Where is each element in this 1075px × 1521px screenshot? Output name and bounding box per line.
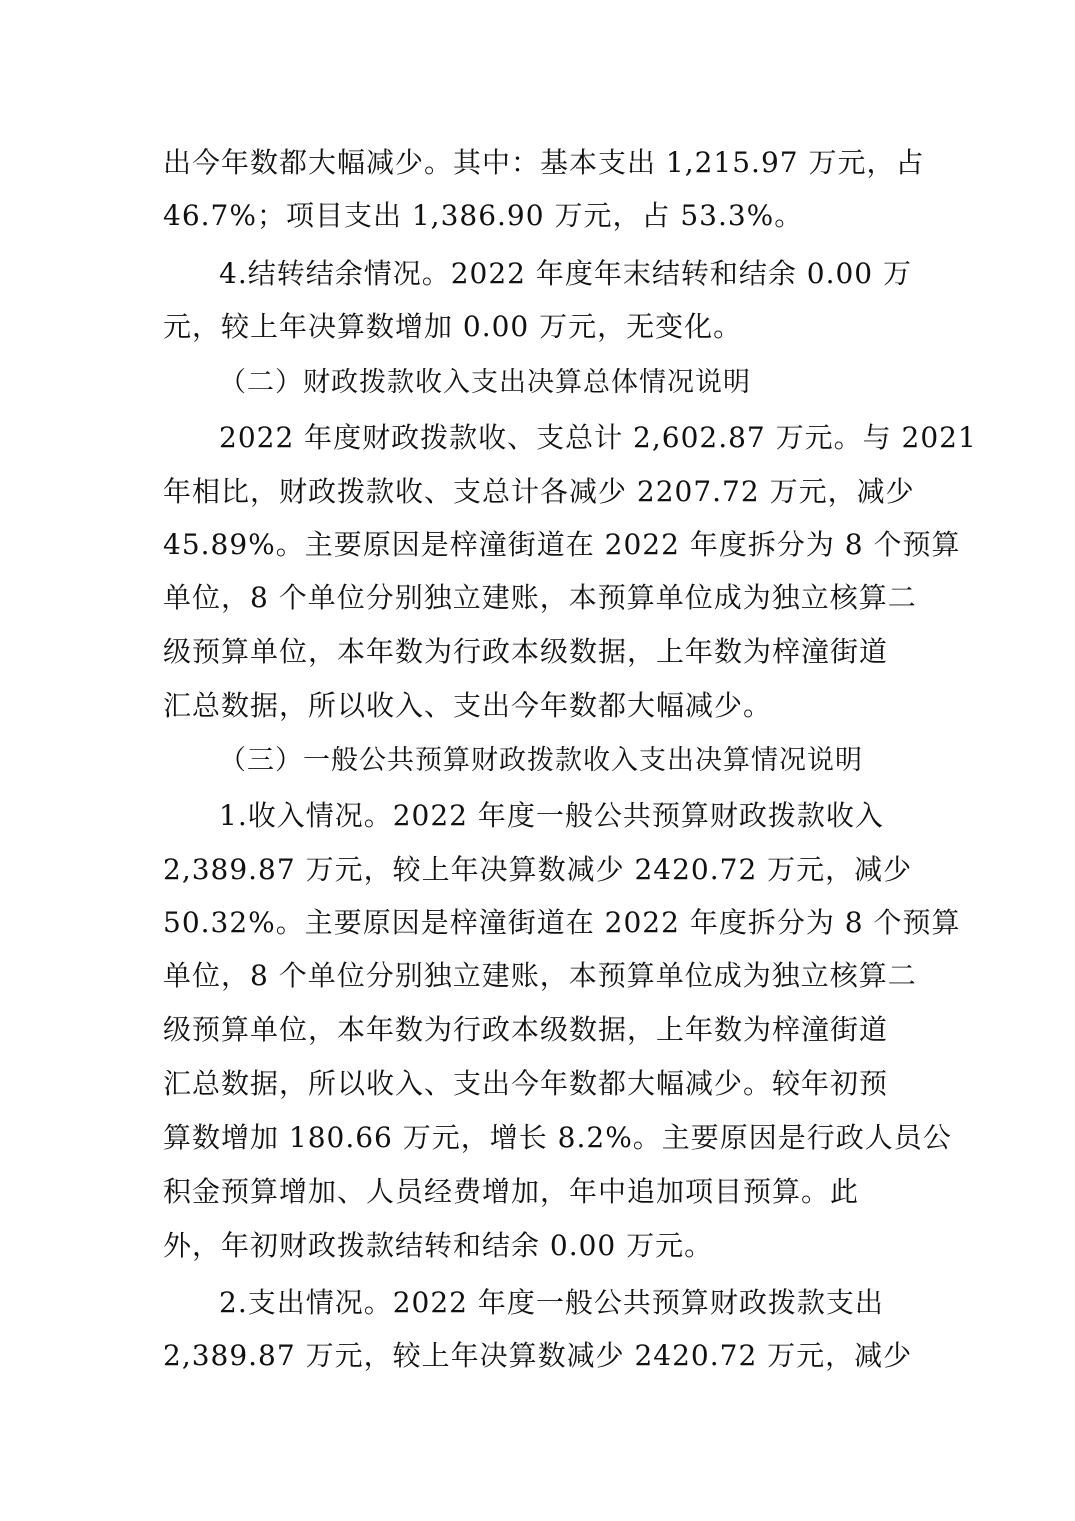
text-line: 45.89%。主要原因是梓潼街道在 2022 年度拆分为 8 个预算 — [163, 528, 961, 561]
section-heading: （二）财政拨款收入支出决算总体情况说明 — [219, 367, 751, 398]
text-line: 元，较上年决算数增加 0.00 万元，无变化。 — [163, 310, 743, 343]
text-line: 2,389.87 万元，较上年决算数减少 2420.72 万元，减少 — [163, 853, 913, 886]
text-line: 积金预算增加、人员经费增加，年中追加项目预算。此 — [163, 1175, 860, 1208]
section-heading: （三）一般公共预算财政拨款收入支出决算情况说明 — [219, 745, 863, 776]
text-line: 1.收入情况。2022 年度一般公共预算财政拨款收入 — [219, 799, 884, 832]
text-line: 级预算单位，本年数为行政本级数据，上年数为梓潼街道 — [163, 635, 889, 668]
text-line: 单位，8 个单位分别独立建账，本预算单位成为独立核算二 — [163, 581, 917, 614]
text-line: 2022 年度财政拨款收、支总计 2,602.87 万元。与 2021 — [219, 421, 977, 454]
text-line: 4.结转结余情况。2022 年度年末结转和结余 0.00 万 — [219, 257, 913, 290]
text-line: 算数增加 180.66 万元，增长 8.2%。主要原因是行政人员公 — [163, 1121, 952, 1154]
text-line: 单位，8 个单位分别独立建账，本预算单位成为独立核算二 — [163, 959, 917, 992]
text-line: 汇总数据，所以收入、支出今年数都大幅减少。较年初预 — [163, 1067, 889, 1100]
text-line: 年相比，财政拨款收、支总计各减少 2207.72 万元，减少 — [163, 475, 915, 508]
text-line: 级预算单位，本年数为行政本级数据，上年数为梓潼街道 — [163, 1013, 889, 1046]
text-line: 汇总数据，所以收入、支出今年数都大幅减少。 — [163, 689, 773, 722]
text-line: 50.32%。主要原因是梓潼街道在 2022 年度拆分为 8 个预算 — [163, 906, 961, 939]
text-line: 2.支出情况。2022 年度一般公共预算财政拨款支出 — [219, 1286, 884, 1319]
text-line: 46.7%；项目支出 1,386.90 万元，占 53.3%。 — [163, 199, 804, 232]
text-line: 外，年初财政拨款结转和结余 0.00 万元。 — [163, 1229, 714, 1262]
text-line: 出今年数都大幅减少。其中：基本支出 1,215.97 万元，占 — [163, 146, 925, 179]
text-line: 2,389.87 万元，较上年决算数减少 2420.72 万元，减少 — [163, 1339, 913, 1372]
